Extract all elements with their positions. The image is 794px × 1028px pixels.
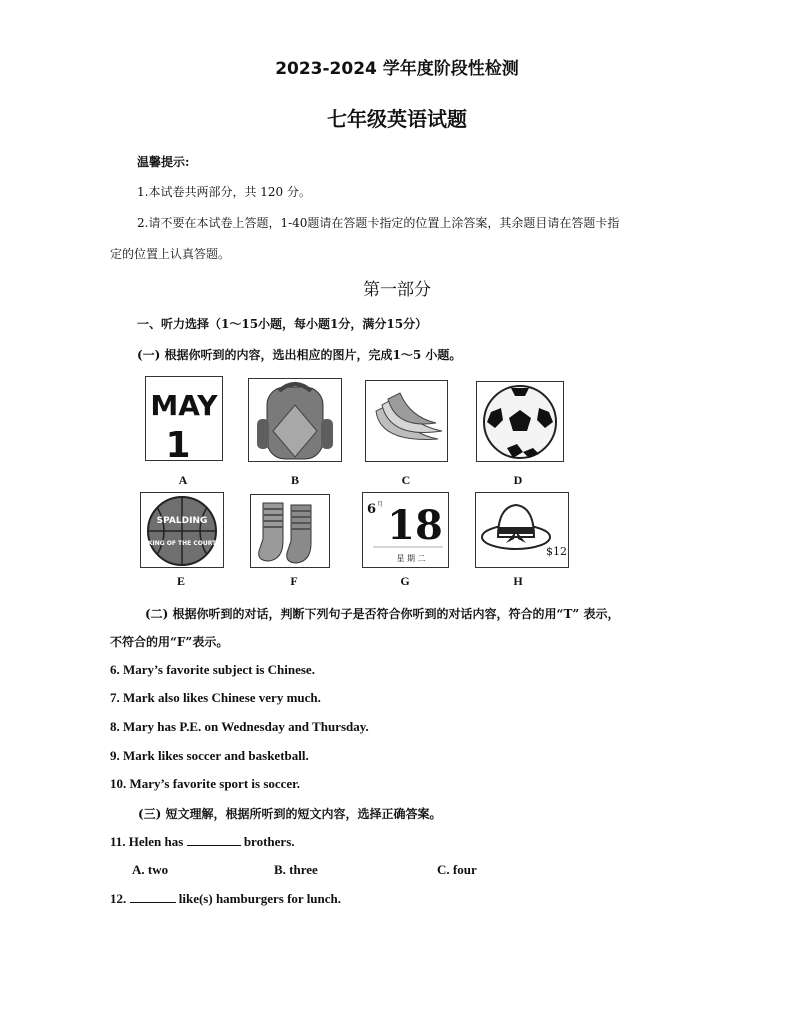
- question-8: 8. Mary has P.E. on Wednesday and Thursday.: [110, 719, 369, 734]
- calendar-month-text: MAY: [150, 389, 218, 422]
- basketball-icon: [141, 493, 223, 567]
- section-heading: 一、听力选择（1～15小题，每小题1分，满分15分）: [137, 317, 428, 331]
- picture-h: [475, 492, 569, 568]
- option-11-b: B. three: [274, 862, 318, 877]
- picture-label-b: B: [290, 473, 299, 487]
- subsection-3: (三) 短文理解，根据所听到的短文内容，选择正确答案。: [138, 807, 442, 821]
- notice-item-2: 2.请不要在本试卷上答题，1-40题请在答题卡指定的位置上涂答案，其余题目请在答题卡指: [137, 216, 620, 230]
- question-11: [110, 833, 295, 850]
- basketball-brand-text: SPALDING: [156, 516, 208, 526]
- question-9: 9. Mark likes soccer and basketball.: [110, 748, 309, 763]
- calendar-day-number: 18: [387, 502, 443, 549]
- exam-subtitle: 七年级英语试题: [327, 107, 467, 131]
- picture-a: [145, 376, 223, 461]
- calendar-weekday: 星 期 二: [396, 554, 426, 563]
- calendar-18-icon: [363, 493, 448, 567]
- notice-item-1: 1.本试卷共两部分，共 120 分。: [137, 185, 311, 199]
- soccer-ball-icon: [477, 382, 563, 461]
- hat-price: $12: [546, 545, 567, 558]
- picture-label-c: C: [401, 473, 411, 487]
- question-6: 6. Mary’s favorite subject is Chinese.: [110, 662, 315, 677]
- question-12: [110, 890, 341, 907]
- part-title: 第一部分: [363, 280, 431, 300]
- hat-icon: [476, 493, 568, 567]
- question-12-prefix: 12.: [110, 891, 127, 906]
- picture-label-g: G: [400, 574, 410, 588]
- picture-label-a: A: [178, 473, 188, 487]
- subsection-2-cont: 不符合的用“F”表示。: [110, 635, 229, 649]
- basketball-slogan-text: KING OF THE COURT: [147, 540, 217, 547]
- picture-g: [362, 492, 449, 568]
- notice-heading: 温馨提示:: [137, 155, 190, 169]
- calendar-day-text: 1: [165, 425, 191, 460]
- exam-title: 2023-2024 学年度阶段性检测: [275, 59, 519, 79]
- notice-item-2-cont: 定的位置上认真答题。: [110, 247, 231, 261]
- option-11-c: C. four: [437, 862, 477, 877]
- picture-label-h: H: [513, 574, 523, 588]
- question-11-blank: [187, 833, 241, 846]
- picture-b: [248, 378, 342, 462]
- subsection-1: (一) 根据你听到的内容，选出相应的图片，完成1～5 小题。: [137, 348, 462, 362]
- calendar-month-suffix: 月: [377, 501, 384, 508]
- subsection-2: (二) 根据你听到的对话，判断下列句子是否符合你听到的对话内容，符合的用“T” 表示，: [145, 607, 620, 621]
- picture-label-f: F: [290, 574, 298, 588]
- question-11-prefix: 11. Helen has: [110, 834, 184, 849]
- question-10: 10. Mary’s favorite sport is soccer.: [110, 776, 301, 791]
- picture-f: [250, 494, 330, 568]
- calendar-month-number: 6: [367, 502, 377, 517]
- bananas-icon: [366, 381, 447, 461]
- socks-icon: [251, 495, 329, 567]
- question-7: 7. Mark also likes Chinese very much.: [110, 690, 321, 705]
- picture-c: [365, 380, 448, 462]
- calendar-may-icon: [146, 377, 222, 460]
- picture-d: [476, 381, 564, 462]
- question-11-suffix: brothers.: [243, 834, 295, 849]
- picture-label-d: D: [513, 473, 523, 487]
- question-12-blank: [130, 890, 176, 903]
- backpack-icon: [249, 379, 341, 461]
- option-11-a: A. two: [132, 862, 169, 877]
- question-12-suffix: like(s) hamburgers for lunch.: [178, 891, 342, 906]
- picture-label-e: E: [176, 574, 185, 588]
- picture-e: [140, 492, 224, 568]
